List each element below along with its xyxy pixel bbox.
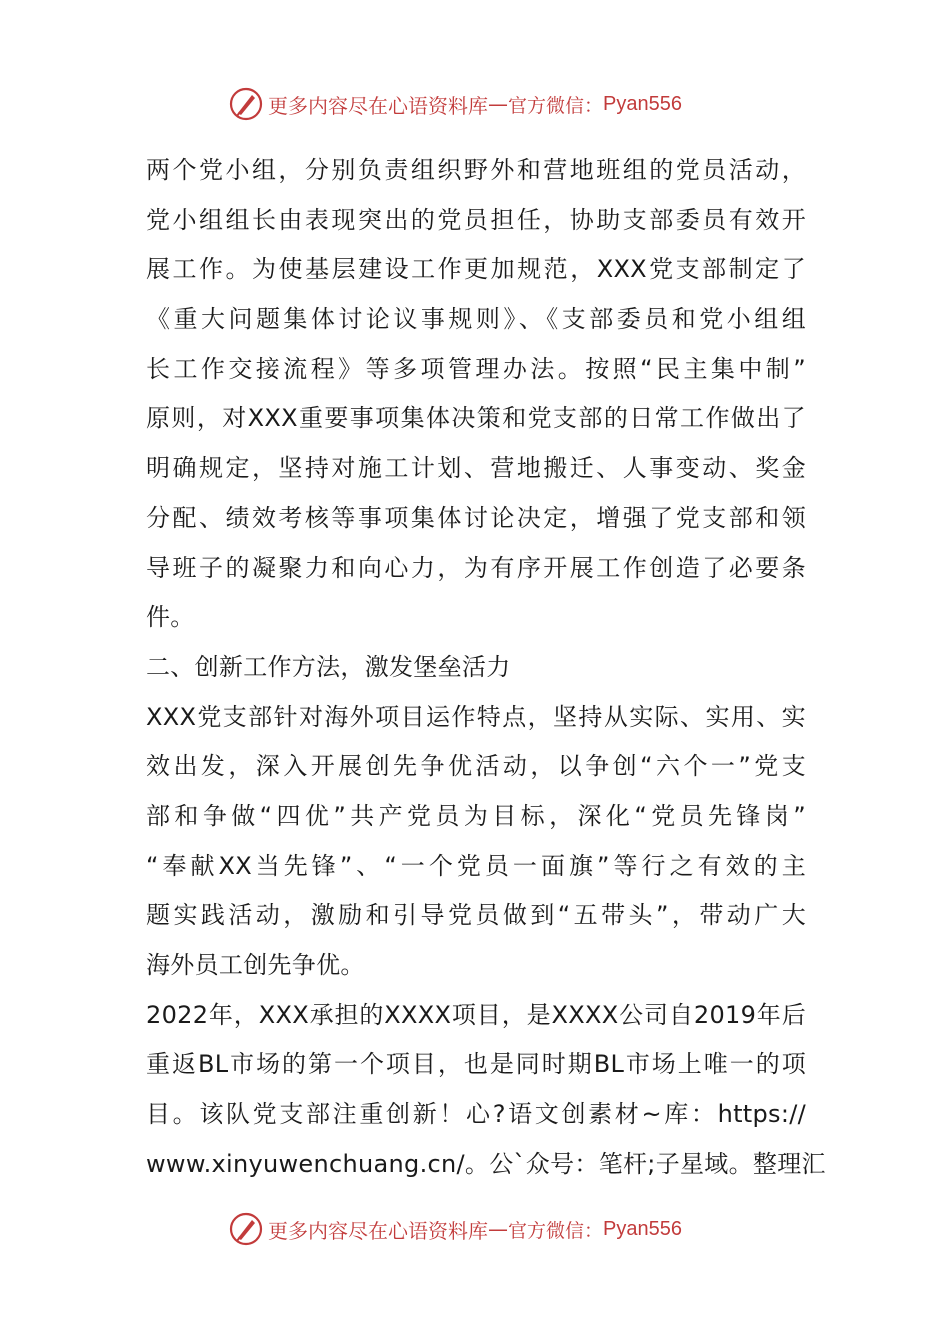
watermark-dash: — xyxy=(488,92,508,116)
text-line: 分配、绩效考核等事项集体讨论决定，增强了党支部和领 xyxy=(146,503,806,532)
text-line: 题实践活动，激励和引导党员做到“五带头”，带动广大 xyxy=(146,901,806,930)
quill-logo-icon xyxy=(228,1211,264,1247)
text-line: 目。该队党支部注重创新！心?语文创素材~库：https:// xyxy=(146,1100,806,1129)
text-line: 部和争做“四优”共产党员为目标，深化“党员先锋岗” xyxy=(146,801,806,830)
text-line: 2022年，XXX承担的XXXX项目，是XXXX公司自2019年后 xyxy=(146,1000,806,1029)
watermark-brand: 更多内容尽在心语资料库 xyxy=(268,93,488,118)
text-line: 海外员工创先争优。 xyxy=(146,951,365,979)
footer-watermark-banner xyxy=(228,1207,728,1251)
text-line: 两个党小组，分别负责组织野外和营地班组的党员活动， xyxy=(146,156,806,184)
text-line: XXX党支部针对海外项目运作特点，坚持从实际、实用、实 xyxy=(146,702,806,731)
text-line: 《重大问题集体讨论议事规则》、《支部委员和党小组组 xyxy=(146,305,806,334)
text-line: 件。 xyxy=(146,603,195,632)
text-line: 长工作交接流程》等多项管理办法。按照“民主集中制” xyxy=(146,354,806,383)
text-line: 重返BL市场的第一个项目，也是同时期BL市场上唯一的项 xyxy=(146,1050,806,1079)
section-heading: 二、创新工作方法，激发堡垒活力 xyxy=(146,652,511,681)
text-line: www.xinyuwenchuang.cn/。公`众号：笔杆;子星域。整理汇 xyxy=(146,1149,826,1178)
header-watermark-banner xyxy=(228,82,728,126)
watermark-dash: — xyxy=(488,1217,508,1241)
watermark-official-label: 官方微信： xyxy=(508,1219,604,1242)
document-body xyxy=(146,146,826,1189)
watermark-wechat-id: Pyan556 xyxy=(603,92,682,115)
watermark-brand: 更多内容尽在心语资料库 xyxy=(268,1218,488,1243)
text-line: “奉献XX当先锋”、“一个党员一面旗”等行之有效的主 xyxy=(146,851,806,880)
text-line: 明确规定，坚持对施工计划、营地搬迁、人事变动、奖金 xyxy=(146,454,806,483)
text-line: 效出发，深入开展创先争优活动，以争创“六个一”党支 xyxy=(146,752,806,781)
text-line: 导班子的凝聚力和向心力，为有序开展工作创造了必要条 xyxy=(146,553,806,582)
watermark-wechat-id: Pyan556 xyxy=(603,1217,682,1240)
text-line: 党小组组长由表现突出的党员担任，协助支部委员有效开 xyxy=(146,205,806,234)
text-line: 原则，对XXX重要事项集体决策和党支部的日常工作做出了 xyxy=(146,404,806,433)
quill-logo-icon xyxy=(228,86,264,122)
text-line: 展工作。为使基层建设工作更加规范，XXX党支部制定了 xyxy=(146,255,806,284)
watermark-official-label: 官方微信： xyxy=(508,94,604,117)
